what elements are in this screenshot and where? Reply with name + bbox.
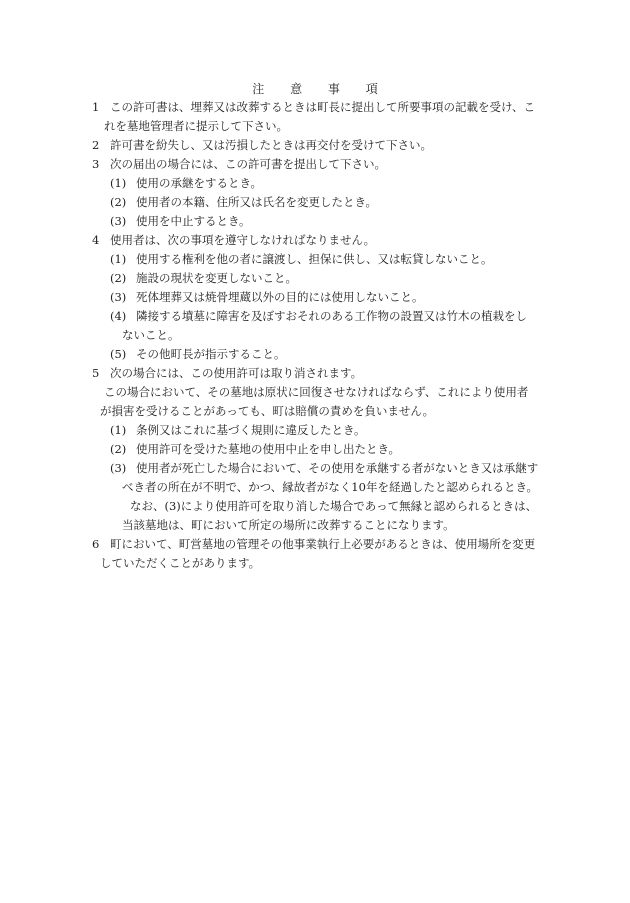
notice-line [92, 364, 552, 383]
item-number: 5 [92, 366, 100, 380]
notice-line [92, 174, 552, 193]
notice-line [92, 231, 552, 250]
notice-text: 町において、町営墓地の管理その他事業執行上必要があるときは、使用場所を変更 [110, 537, 536, 551]
notice-text: その他町長が指示すること。 [136, 347, 286, 361]
notice-text: 死体埋葬又は焼骨埋蔵以外の目的には使用しないこと。 [136, 290, 424, 304]
sub-item-number: (2) [110, 271, 127, 285]
sub-item-number: (2) [110, 442, 127, 456]
notice-text: この場合において、その墓地は原状に回復させなければならず、これにより使用者 [104, 385, 529, 399]
notice-text: ないこと。 [122, 328, 180, 342]
sub-item-number: (1) [110, 252, 127, 266]
notice-line [92, 497, 552, 516]
item-number: 2 [92, 138, 100, 152]
notice-line [92, 383, 552, 402]
notice-line [92, 535, 552, 554]
notice-line [92, 402, 552, 421]
notice-line [92, 193, 552, 212]
notice-line [92, 212, 552, 231]
notice-line [92, 421, 552, 440]
notice-text: が損害を受けることがあっても、町は賠償の責めを負いません。 [100, 404, 435, 418]
notice-text: なお、(3)により使用許可を取り消した場合であって無縁と認められるときは、 [130, 499, 538, 513]
notice-line [92, 250, 552, 269]
item-number: 3 [92, 157, 100, 171]
notice-text: 次の場合には、この使用許可は取り消されます。 [110, 366, 363, 380]
notice-text: 使用許可を受けた墓地の使用中止を申し出たとき。 [136, 442, 401, 456]
sub-item-number: (3) [110, 461, 127, 475]
notice-text: 当該墓地は、町において所定の場所に改葬することになります。 [122, 518, 455, 532]
sub-item-number: (1) [110, 176, 127, 190]
notice-text: 条例又はこれに基づく規則に違反したとき。 [136, 423, 366, 437]
sub-item-number: (3) [110, 214, 127, 228]
notice-line [92, 326, 552, 345]
title-char: 意 [290, 82, 303, 96]
notice-text: 使用を中止するとき。 [136, 214, 251, 228]
sub-item-number: (3) [110, 290, 127, 304]
notice-line [92, 98, 552, 117]
title-char: 注 [252, 82, 265, 96]
item-number: 1 [92, 100, 100, 114]
notice-text: 許可書を紛失し、又は汚損したときは再交付を受けて下さい。 [110, 138, 432, 152]
title-char: 項 [365, 82, 378, 96]
notice-text: 使用者の本籍、住所又は氏名を変更したとき。 [136, 195, 378, 209]
notice-line [92, 516, 552, 535]
item-number: 6 [92, 537, 100, 551]
notice-text: 隣接する墳墓に障害を及ぼすおそれのある工作物の設置又は竹木の植栽をし [136, 309, 527, 323]
notice-line [92, 554, 552, 573]
page-title [0, 80, 630, 97]
notice-text: 次の届出の場合には、この許可書を提出して下さい。 [110, 157, 386, 171]
sub-item-number: (2) [110, 195, 127, 209]
notice-line [92, 459, 552, 478]
notice-text: 使用する権利を他の者に譲渡し、担保に供し、又は転貸しないこと。 [136, 252, 493, 266]
notice-line [92, 307, 552, 326]
notice-line [92, 117, 552, 136]
notice-line [92, 269, 552, 288]
notice-text: れを墓地管理者に提示して下さい。 [104, 119, 288, 133]
notice-line [92, 288, 552, 307]
notice-line [92, 478, 552, 497]
sub-item-number: (1) [110, 423, 127, 437]
notice-text: べき者の所在が不明で、かつ、縁故者がなく10年を経過したと認められるとき。 [122, 480, 538, 494]
notice-text: 使用者は、次の事項を遵守しなければなりません。 [110, 233, 376, 247]
notice-text: 施設の現状を変更しないこと。 [136, 271, 297, 285]
sub-item-number: (4) [110, 309, 127, 323]
notice-text: 使用の承継をするとき。 [136, 176, 263, 190]
sub-item-number: (5) [110, 347, 127, 361]
notice-text: していただくことがあります。 [100, 556, 261, 570]
notice-line [92, 345, 552, 364]
title-char: 事 [327, 82, 340, 96]
notice-text: この許可書は、埋葬又は改葬するときは町長に提出して所要事項の記載を受け、こ [110, 100, 536, 114]
notice-line [92, 136, 552, 155]
notice-body [92, 98, 552, 573]
notice-line [92, 155, 552, 174]
notice-line [92, 440, 552, 459]
notice-text: 使用者が死亡した場合において、その使用を承継する者がないとき又は承継す [136, 461, 539, 475]
item-number: 4 [92, 233, 100, 247]
